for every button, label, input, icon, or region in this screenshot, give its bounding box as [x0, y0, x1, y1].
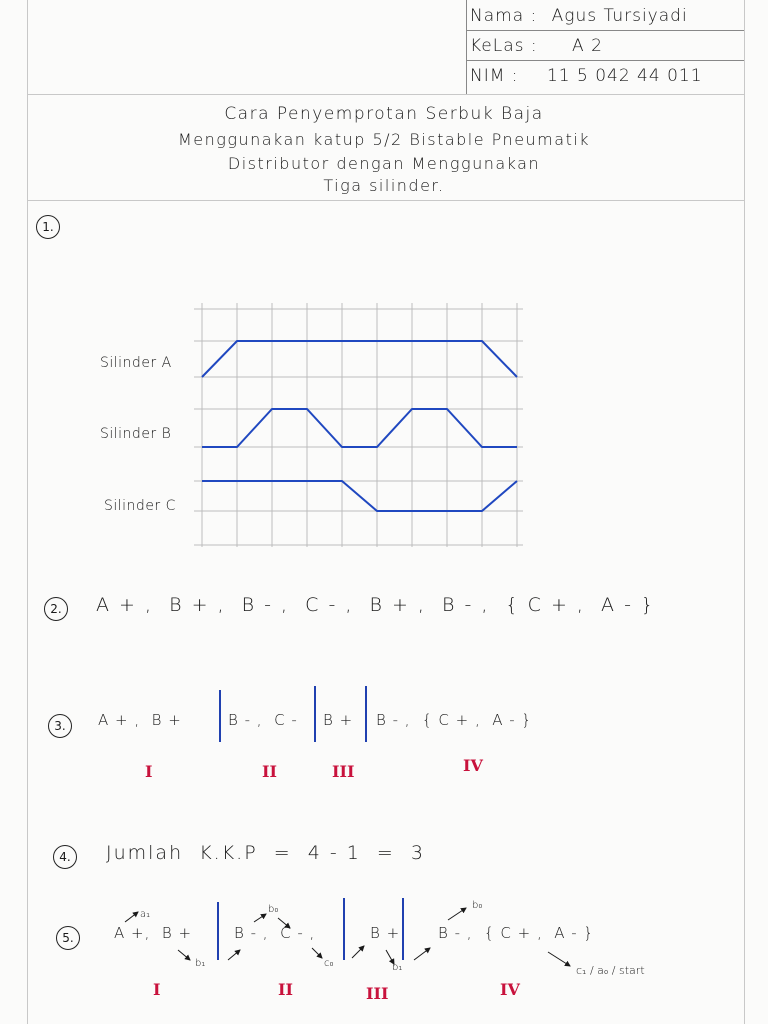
group-label-3-II: II — [262, 762, 277, 781]
cylinder-b-label: Silinder B — [100, 426, 172, 442]
header-nim — [470, 66, 703, 86]
group-separator-3b — [314, 686, 316, 742]
item-number-4: 4. — [53, 845, 77, 869]
sequence-5-group-1: A +, B + — [114, 924, 193, 942]
kelas-value: A 2 — [572, 36, 603, 56]
cylinder-a-label: Silinder A — [100, 355, 172, 371]
header-box-left — [466, 0, 467, 94]
arrow-b0-to-c — [278, 918, 290, 928]
sequence-5-group-3: B + — [370, 924, 401, 942]
sequence-3-group-2: B - , C - — [228, 711, 298, 729]
nim-value: 11 5 042 44 011 — [546, 66, 703, 86]
signal-a1: a₁ — [140, 909, 151, 920]
header-kelas — [470, 36, 603, 56]
item-number-5: 5. — [56, 926, 80, 950]
arrow-b0-second — [448, 908, 466, 920]
nim-label: NIM : — [470, 66, 519, 86]
sequence-2: A + , B + , B - , C - , B + , B - , { C + , A - } — [96, 594, 656, 616]
item-number-3: 3. — [48, 714, 72, 738]
signal-b0: b₀ — [268, 904, 279, 915]
header-row-line-1 — [466, 30, 744, 31]
sequence-5-group-2: B - , C - , — [234, 924, 316, 942]
signal-b1-second: b₁ — [392, 962, 403, 973]
nama-value: Agus Tursiyadi — [551, 6, 688, 26]
group-separator-3c — [365, 686, 367, 742]
trace-silinder-a — [202, 341, 517, 377]
sequence-5-group-4: B - , { C + , A - } — [438, 924, 595, 942]
group-label-5-I: I — [153, 980, 161, 999]
header-nama — [470, 6, 688, 26]
title-divider — [27, 200, 744, 201]
header-row-line-2 — [466, 60, 744, 61]
arrow-group-3-in — [352, 946, 364, 958]
group-label-5-II: II — [278, 980, 293, 999]
nama-label: Nama : — [470, 6, 538, 26]
sequence-3-group-3: B + — [323, 711, 354, 729]
title-line-1: Cara Penyemprotan Serbuk Baja — [224, 104, 544, 124]
arrow-c0 — [312, 948, 322, 958]
kelas-label: KeLas : — [470, 36, 538, 56]
group-label-5-III: III — [366, 984, 389, 1003]
signal-c0: c₀ — [324, 958, 334, 969]
signal-b0-second: b₀ — [472, 900, 483, 911]
arrow-a1 — [125, 912, 138, 922]
title-line-3: Distributor dengan Menggunakan — [227, 154, 541, 173]
group-separator-3a — [219, 690, 221, 742]
signal-arrows — [0, 880, 768, 990]
group-label-3-I: I — [145, 762, 153, 781]
title-line-4: Tiga silinder. — [323, 176, 445, 195]
arrow-group-4-in — [414, 948, 430, 960]
title-line-2: Menggunakan katup 5/2 Bistable Pneumatik — [177, 130, 591, 149]
arrow-tail — [548, 952, 570, 966]
signal-b1: b₁ — [195, 958, 206, 969]
sequence-3-group-1: A + , B + — [98, 711, 182, 729]
item-number-2: 2. — [44, 597, 68, 621]
group-label-5-IV: IV — [500, 980, 520, 999]
arrow-group-2-in — [228, 950, 240, 960]
signal-tail: c₁ / a₀ / start — [576, 964, 645, 977]
arrow-b1 — [178, 950, 190, 960]
diagram-traces — [202, 341, 517, 511]
header-divider — [27, 94, 744, 95]
trace-silinder-c — [202, 481, 517, 511]
trace-silinder-b — [202, 409, 517, 447]
group-label-3-IV: IV — [463, 756, 483, 775]
cylinder-c-label: Silinder C — [104, 498, 176, 514]
sequence-4: Jumlah K.K.P = 4 - 1 = 3 — [106, 842, 426, 864]
displacement-step-diagram — [190, 295, 535, 555]
sequence-3-group-4: B - , { C + , A - } — [376, 711, 533, 729]
arrow-b0 — [254, 914, 266, 922]
item-number-1: 1. — [36, 215, 60, 239]
group-label-3-III: III — [332, 762, 355, 781]
arrow-b1-second — [386, 950, 394, 964]
